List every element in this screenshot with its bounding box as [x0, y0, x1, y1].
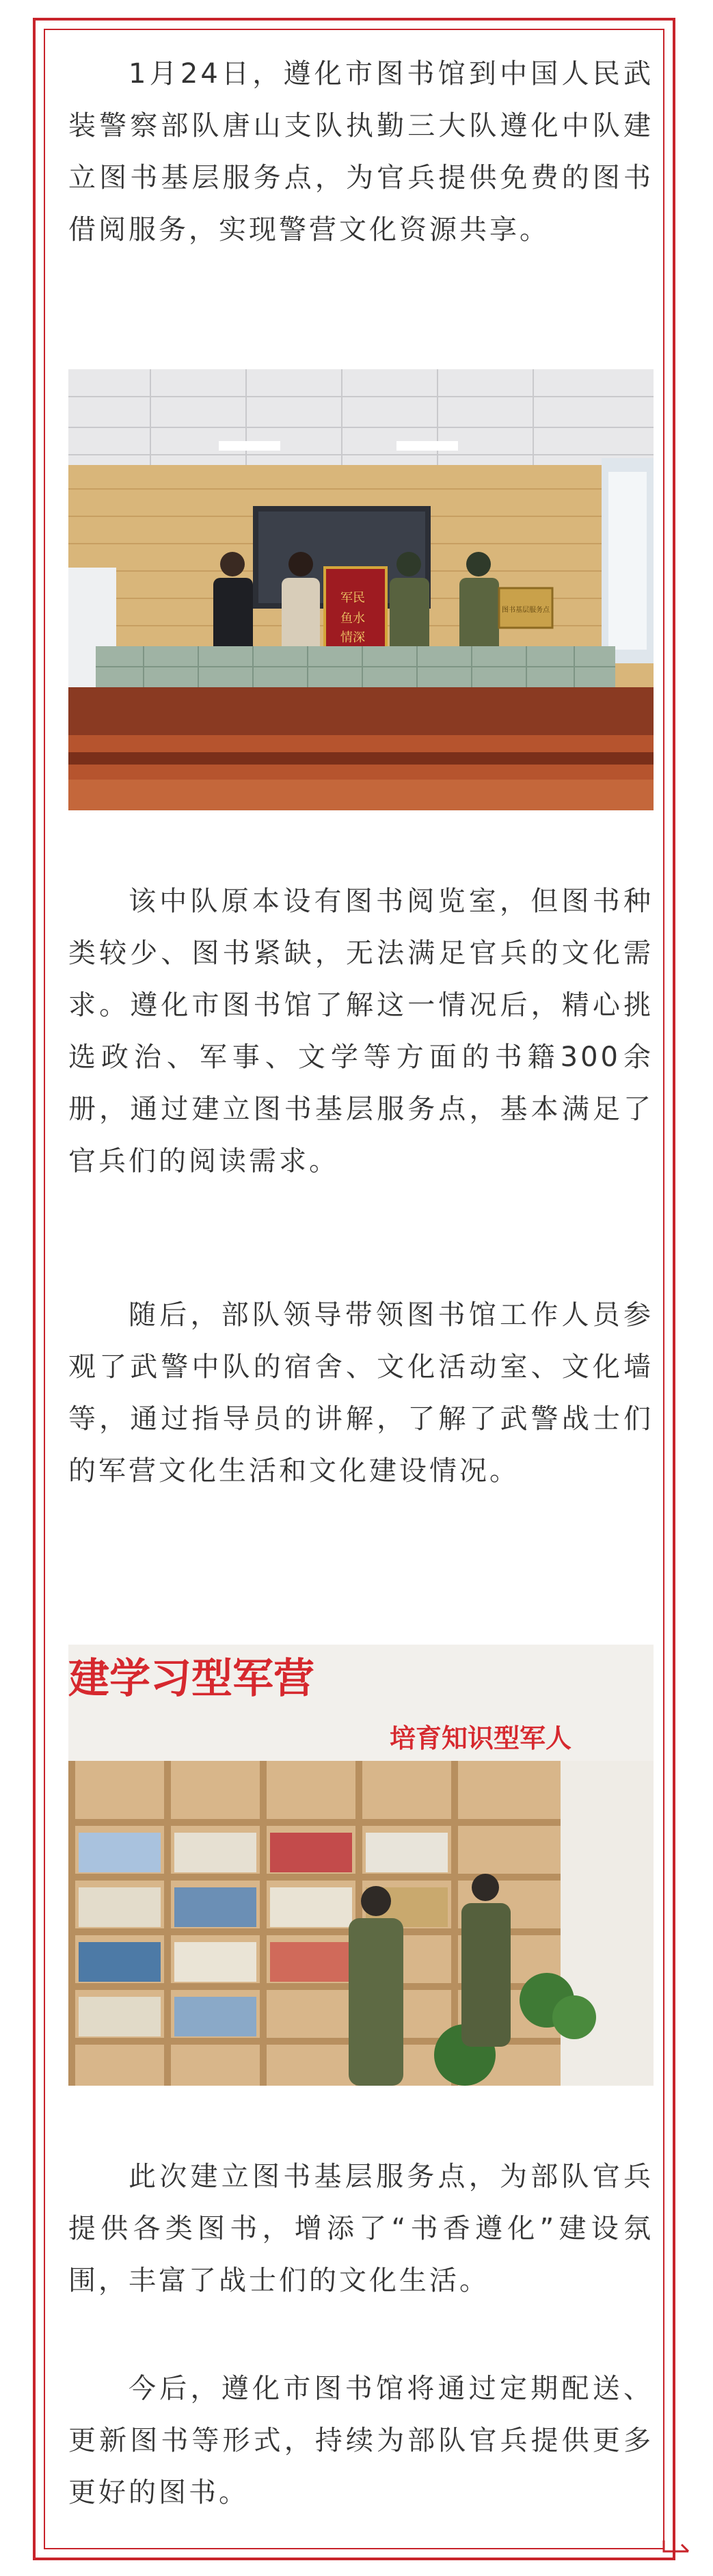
slogan-right: 培育知识型军人: [390, 1723, 572, 1753]
paragraph-5: 今后，遵化市图书馆将通过定期配送、更新图书等形式，持续为部队官兵提供更多更好的图书。: [68, 2373, 654, 2508]
photo-reading-room: [68, 1645, 654, 2086]
paragraph-1: 1月24日，遵化市图书馆到中国人民武装警察部队唐山支队执勤三大队遵化中队建立图书基层服务点，为官兵提供免费的图书借阅服务，实现警营文化资源共享。: [68, 58, 654, 245]
photo-donation-ceremony: [68, 369, 654, 810]
banner-text-bottom: 情深: [340, 630, 365, 645]
plaque-text: 图书基层服务点: [502, 607, 550, 614]
paragraph-4: 此次建立图书基层服务点，为部队官兵提供各类图书，增添了“书香遵化”建设氛围，丰富了战士们的文化生活。: [68, 2161, 654, 2296]
paragraph-2: 该中队原本设有图书阅览室，但图书种类较少、图书紧缺，无法满足官兵的文化需求。遵化市图书馆了解这一情况后，精心挑选政治、军事、文学等方面的书籍300余册，通过建立图书基层服务点，基本满足了官兵们的阅读需求。: [68, 886, 654, 1177]
slogan-left: 建学习型军营: [68, 1655, 314, 1703]
banner-text-left: 军民: [340, 591, 365, 605]
paragraph-3: 随后，部队领导带领图书馆工作人员参观了武警中队的宿舍、文化活动室、文化墙等，通过指导员的讲解，了解了武警战士们的军营文化生活和文化建设情况。: [68, 1299, 654, 1487]
corner-bracket-icon: [661, 2538, 691, 2554]
banner-text-right: 鱼水: [340, 611, 365, 626]
